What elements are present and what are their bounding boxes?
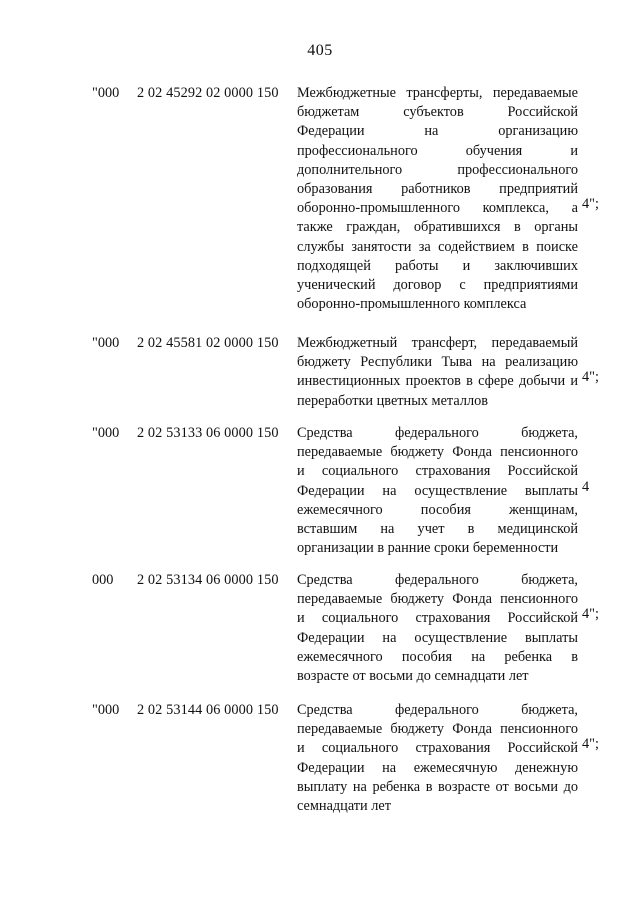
code-prefix: "000 (92, 702, 120, 718)
description-line: возрасте от восьми до семнадцати лет (297, 668, 529, 685)
code-prefix: "000 (92, 85, 120, 101)
row-description (297, 424, 578, 558)
description-line: профессионального обучения и (297, 142, 578, 159)
description-line: вставшим на учет в медицинской (297, 521, 578, 538)
row-value: 4"; (582, 736, 599, 753)
description-line: Межбюджетные трансферты, передаваемые (297, 85, 578, 101)
description-line: передаваемые бюджету Фонда пенсионного (297, 721, 578, 738)
description-line: Федерации на ежемесячную денежную (297, 759, 578, 776)
description-line: Федерации на осуществление выплаты (297, 629, 578, 646)
description-line: оборонно-промышленного комплекса (297, 296, 527, 313)
description-line: бюджету Республики Тыва на реализацию (297, 354, 578, 371)
description-line: и социального страхования Российской (297, 610, 578, 627)
budget-classification-code: 2 02 45292 02 0000 150 (137, 85, 279, 101)
description-line: Средства федерального бюджета, (297, 425, 578, 441)
description-line: и социального страхования Российской (297, 463, 578, 480)
description-line: дополнительного профессионального (297, 161, 578, 178)
description-line: подходящей работы и заключивших (297, 257, 578, 274)
row-description (297, 334, 578, 411)
description-line: Межбюджетный трансферт, передаваемый (297, 335, 578, 351)
row-value: 4"; (582, 196, 599, 213)
row-description (297, 84, 578, 314)
description-line: службы занятости за содействием в поиске (297, 238, 578, 255)
description-line: Федерации на организацию (297, 123, 578, 140)
code-prefix: 000 (92, 572, 114, 588)
budget-classification-code: 2 02 53144 06 0000 150 (137, 702, 279, 718)
code-prefix: "000 (92, 335, 120, 351)
page-number: 405 (307, 42, 333, 59)
description-line: Федерации на осуществление выплаты (297, 482, 578, 499)
description-line: также граждан, обратившихся в органы (297, 219, 578, 236)
row-value: 4"; (582, 606, 599, 623)
description-line: Средства федерального бюджета, (297, 572, 578, 588)
description-line: ежемесячного пособия женщинам, (297, 501, 578, 518)
code-prefix: "000 (92, 425, 120, 441)
description-line: организации в ранние сроки беременности (297, 540, 559, 557)
row-description (297, 701, 578, 816)
row-value: 4"; (582, 369, 599, 386)
description-line: переработки цветных металлов (297, 392, 488, 409)
description-line: ежемесячного пособия на ребенка в (297, 648, 578, 665)
row-description (297, 571, 578, 686)
description-line: выплату на ребенка в возрасте от восьми до (297, 778, 578, 795)
budget-classification-code: 2 02 45581 02 0000 150 (137, 335, 279, 351)
budget-classification-code: 2 02 53134 06 0000 150 (137, 572, 279, 588)
description-line: и социального страхования Российской (297, 740, 578, 757)
description-line: образования работников предприятий (297, 181, 578, 198)
description-line: Средства федерального бюджета, (297, 702, 578, 718)
budget-classification-code: 2 02 53133 06 0000 150 (137, 425, 279, 441)
description-line: передаваемые бюджету Фонда пенсионного (297, 591, 578, 608)
description-line: семнадцати лет (297, 798, 392, 815)
description-line: передаваемые бюджету Фонда пенсионного (297, 444, 578, 461)
description-line: инвестиционных проектов в сфере добычи и (297, 373, 578, 390)
description-line: ученический договор с предприятиями (297, 277, 578, 294)
description-line: оборонно-промышленного комплекса, а (297, 200, 578, 217)
row-value: 4 (582, 478, 590, 495)
description-line: бюджетам субъектов Российской (297, 104, 578, 121)
